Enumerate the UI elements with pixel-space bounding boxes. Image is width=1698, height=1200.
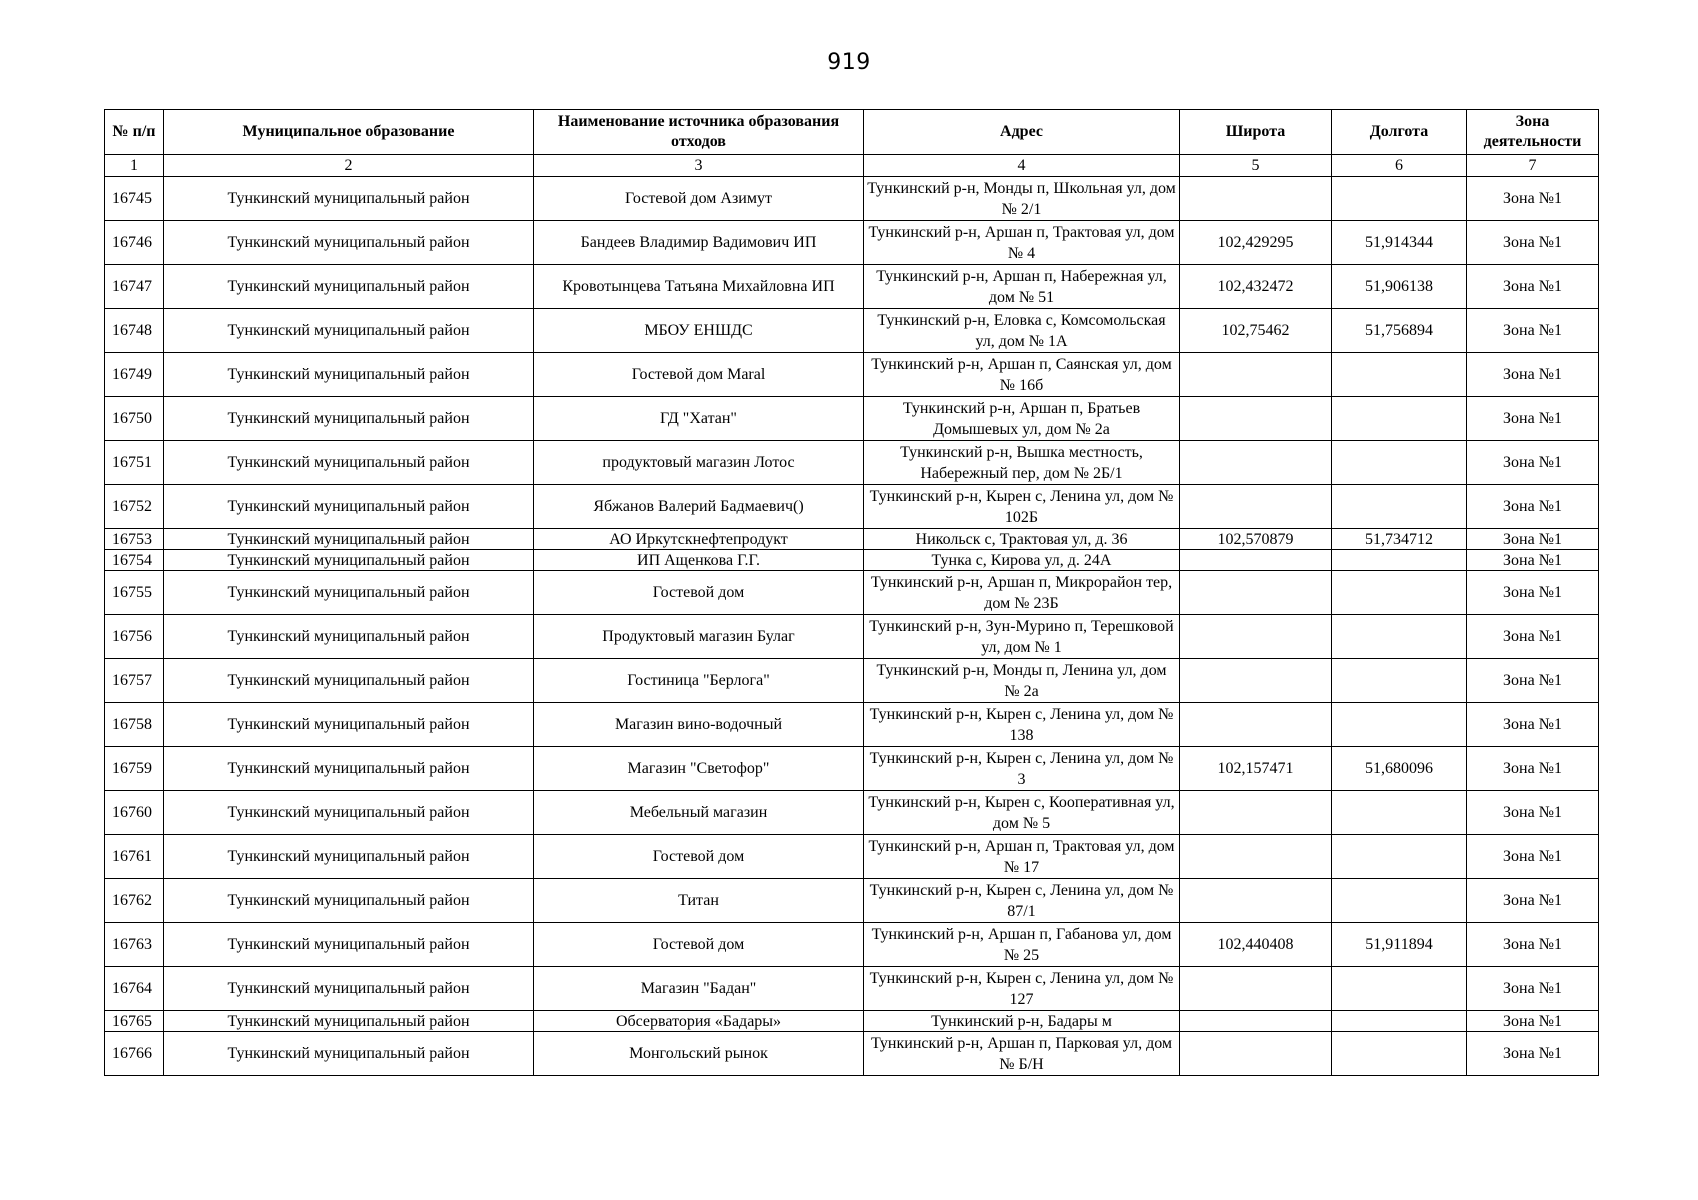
cell-source-name: Гостиница "Берлога" bbox=[534, 659, 864, 703]
cell-source-name: Обсерватория «Бадары» bbox=[534, 1011, 864, 1032]
cell-municipality: Тункинский муниципальный район bbox=[164, 1032, 534, 1076]
cell-latitude bbox=[1180, 397, 1332, 441]
cell-latitude bbox=[1180, 659, 1332, 703]
cell-source-name: Титан bbox=[534, 879, 864, 923]
table-row bbox=[105, 703, 1599, 747]
table-row bbox=[105, 550, 1599, 571]
cell-num: 16754 bbox=[105, 550, 164, 571]
cell-longitude: 51,756894 bbox=[1332, 309, 1467, 353]
cell-num: 16762 bbox=[105, 879, 164, 923]
header-cell-longitude: Долгота bbox=[1332, 110, 1467, 155]
cell-municipality: Тункинский муниципальный район bbox=[164, 177, 534, 221]
table-row bbox=[105, 923, 1599, 967]
table-row bbox=[105, 659, 1599, 703]
cell-zone: Зона №1 bbox=[1467, 571, 1599, 615]
table-row bbox=[105, 835, 1599, 879]
cell-latitude bbox=[1180, 1011, 1332, 1032]
cell-source-name: АО Иркутскнефтепродукт bbox=[534, 529, 864, 550]
cell-longitude bbox=[1332, 967, 1467, 1011]
cell-address: Никольск с, Трактовая ул, д. 36 bbox=[864, 529, 1180, 550]
cell-source-name: Магазин "Светофор" bbox=[534, 747, 864, 791]
cell-num: 16757 bbox=[105, 659, 164, 703]
table-row bbox=[105, 441, 1599, 485]
waste-sources-table bbox=[104, 109, 1599, 1076]
cell-latitude bbox=[1180, 835, 1332, 879]
cell-num: 16746 bbox=[105, 221, 164, 265]
cell-zone: Зона №1 bbox=[1467, 659, 1599, 703]
cell-zone: Зона №1 bbox=[1467, 529, 1599, 550]
table-row bbox=[105, 571, 1599, 615]
cell-address: Тункинский р-н, Кырен с, Кооперативная ул, дом № 5 bbox=[864, 791, 1180, 835]
cell-zone: Зона №1 bbox=[1467, 1011, 1599, 1032]
table-row bbox=[105, 747, 1599, 791]
cell-municipality: Тункинский муниципальный район bbox=[164, 529, 534, 550]
cell-municipality: Тункинский муниципальный район bbox=[164, 353, 534, 397]
cell-longitude bbox=[1332, 1032, 1467, 1076]
cell-address: Тункинский р-н, Аршан п, Саянская ул, дом № 16б bbox=[864, 353, 1180, 397]
cell-municipality: Тункинский муниципальный район bbox=[164, 615, 534, 659]
table-body bbox=[105, 177, 1599, 1076]
cell-longitude bbox=[1332, 791, 1467, 835]
cell-source-name: Мебельный магазин bbox=[534, 791, 864, 835]
cell-address: Тункинский р-н, Аршан п, Габанова ул, дом № 25 bbox=[864, 923, 1180, 967]
cell-zone: Зона №1 bbox=[1467, 791, 1599, 835]
cell-municipality: Тункинский муниципальный район bbox=[164, 747, 534, 791]
column-number: 7 bbox=[1467, 155, 1599, 177]
cell-zone: Зона №1 bbox=[1467, 550, 1599, 571]
table-row bbox=[105, 1011, 1599, 1032]
cell-latitude bbox=[1180, 1032, 1332, 1076]
cell-municipality: Тункинский муниципальный район bbox=[164, 1011, 534, 1032]
cell-zone: Зона №1 bbox=[1467, 309, 1599, 353]
cell-longitude bbox=[1332, 397, 1467, 441]
cell-source-name: Монгольский рынок bbox=[534, 1032, 864, 1076]
cell-longitude bbox=[1332, 703, 1467, 747]
cell-longitude bbox=[1332, 177, 1467, 221]
cell-source-name: Магазин вино-водочный bbox=[534, 703, 864, 747]
cell-latitude bbox=[1180, 485, 1332, 529]
cell-latitude bbox=[1180, 703, 1332, 747]
cell-latitude: 102,429295 bbox=[1180, 221, 1332, 265]
cell-longitude bbox=[1332, 571, 1467, 615]
cell-num: 16749 bbox=[105, 353, 164, 397]
header-cell-address: Адрес bbox=[864, 110, 1180, 155]
cell-longitude bbox=[1332, 615, 1467, 659]
cell-municipality: Тункинский муниципальный район bbox=[164, 221, 534, 265]
cell-longitude bbox=[1332, 441, 1467, 485]
cell-num: 16765 bbox=[105, 1011, 164, 1032]
cell-municipality: Тункинский муниципальный район bbox=[164, 550, 534, 571]
column-number: 6 bbox=[1332, 155, 1467, 177]
cell-address: Тункинский р-н, Монды п, Школьная ул, дом № 2/1 bbox=[864, 177, 1180, 221]
column-number-row bbox=[105, 155, 1599, 177]
cell-longitude bbox=[1332, 353, 1467, 397]
cell-municipality: Тункинский муниципальный район bbox=[164, 703, 534, 747]
cell-longitude: 51,911894 bbox=[1332, 923, 1467, 967]
cell-municipality: Тункинский муниципальный район bbox=[164, 485, 534, 529]
cell-address: Тункинский р-н, Кырен с, Ленина ул, дом № 138 bbox=[864, 703, 1180, 747]
cell-source-name: Гостевой дом bbox=[534, 923, 864, 967]
cell-source-name: Бандеев Владимир Вадимович ИП bbox=[534, 221, 864, 265]
cell-latitude bbox=[1180, 353, 1332, 397]
cell-latitude bbox=[1180, 571, 1332, 615]
cell-latitude bbox=[1180, 177, 1332, 221]
cell-latitude: 102,440408 bbox=[1180, 923, 1332, 967]
cell-zone: Зона №1 bbox=[1467, 747, 1599, 791]
cell-municipality: Тункинский муниципальный район bbox=[164, 397, 534, 441]
cell-municipality: Тункинский муниципальный район bbox=[164, 265, 534, 309]
cell-num: 16748 bbox=[105, 309, 164, 353]
cell-address: Тункинский р-н, Кырен с, Ленина ул, дом № 127 bbox=[864, 967, 1180, 1011]
cell-longitude bbox=[1332, 1011, 1467, 1032]
header-cell-municipality: Муниципальное образование bbox=[164, 110, 534, 155]
cell-source-name: ГД "Хатан" bbox=[534, 397, 864, 441]
cell-address: Тункинский р-н, Монды п, Ленина ул, дом № 2а bbox=[864, 659, 1180, 703]
column-number: 5 bbox=[1180, 155, 1332, 177]
cell-longitude bbox=[1332, 659, 1467, 703]
cell-zone: Зона №1 bbox=[1467, 265, 1599, 309]
cell-longitude: 51,734712 bbox=[1332, 529, 1467, 550]
cell-address: Тункинский р-н, Аршан п, Трактовая ул, дом № 4 bbox=[864, 221, 1180, 265]
cell-municipality: Тункинский муниципальный район bbox=[164, 791, 534, 835]
cell-num: 16764 bbox=[105, 967, 164, 1011]
cell-address: Тунка с, Кирова ул, д. 24А bbox=[864, 550, 1180, 571]
cell-source-name: Продуктовый магазин Булаг bbox=[534, 615, 864, 659]
cell-zone: Зона №1 bbox=[1467, 485, 1599, 529]
cell-source-name: Гостевой дом Maral bbox=[534, 353, 864, 397]
cell-zone: Зона №1 bbox=[1467, 397, 1599, 441]
table-row bbox=[105, 397, 1599, 441]
cell-num: 16759 bbox=[105, 747, 164, 791]
cell-address: Тункинский р-н, Аршан п, Микрорайон тер, дом № 23Б bbox=[864, 571, 1180, 615]
header-cell-source-name: Наименование источника образования отходов bbox=[534, 110, 864, 155]
cell-zone: Зона №1 bbox=[1467, 353, 1599, 397]
cell-zone: Зона №1 bbox=[1467, 221, 1599, 265]
table-row bbox=[105, 529, 1599, 550]
cell-num: 16761 bbox=[105, 835, 164, 879]
cell-longitude bbox=[1332, 835, 1467, 879]
cell-source-name: Гостевой дом bbox=[534, 571, 864, 615]
cell-latitude bbox=[1180, 615, 1332, 659]
cell-longitude: 51,680096 bbox=[1332, 747, 1467, 791]
cell-address: Тункинский р-н, Зун-Мурино п, Терешковой ул, дом № 1 bbox=[864, 615, 1180, 659]
header-cell-zone: Зона деятельности bbox=[1467, 110, 1599, 155]
header-row bbox=[105, 110, 1599, 155]
table-row bbox=[105, 791, 1599, 835]
cell-source-name: Кровотынцева Татьяна Михайловна ИП bbox=[534, 265, 864, 309]
cell-latitude bbox=[1180, 879, 1332, 923]
cell-num: 16758 bbox=[105, 703, 164, 747]
cell-address: Тункинский р-н, Аршан п, Парковая ул, дом № Б/Н bbox=[864, 1032, 1180, 1076]
cell-zone: Зона №1 bbox=[1467, 615, 1599, 659]
table-row bbox=[105, 221, 1599, 265]
cell-zone: Зона №1 bbox=[1467, 923, 1599, 967]
cell-num: 16760 bbox=[105, 791, 164, 835]
header-cell-num: № п/п bbox=[105, 110, 164, 155]
table-row bbox=[105, 485, 1599, 529]
cell-latitude bbox=[1180, 550, 1332, 571]
cell-address: Тункинский р-н, Бадары м bbox=[864, 1011, 1180, 1032]
cell-longitude bbox=[1332, 485, 1467, 529]
cell-latitude bbox=[1180, 967, 1332, 1011]
cell-longitude bbox=[1332, 879, 1467, 923]
cell-address: Тункинский р-н, Еловка с, Комсомольская ул, дом № 1А bbox=[864, 309, 1180, 353]
cell-zone: Зона №1 bbox=[1467, 967, 1599, 1011]
cell-municipality: Тункинский муниципальный район bbox=[164, 441, 534, 485]
column-number: 1 bbox=[105, 155, 164, 177]
column-number: 3 bbox=[534, 155, 864, 177]
cell-municipality: Тункинский муниципальный район bbox=[164, 571, 534, 615]
cell-address: Тункинский р-н, Аршан п, Братьев Домышевых ул, дом № 2а bbox=[864, 397, 1180, 441]
cell-latitude bbox=[1180, 791, 1332, 835]
cell-num: 16747 bbox=[105, 265, 164, 309]
table-row bbox=[105, 615, 1599, 659]
cell-municipality: Тункинский муниципальный район bbox=[164, 835, 534, 879]
table-row bbox=[105, 1032, 1599, 1076]
table-row bbox=[105, 177, 1599, 221]
cell-zone: Зона №1 bbox=[1467, 703, 1599, 747]
cell-address: Тункинский р-н, Аршан п, Набережная ул, дом № 51 bbox=[864, 265, 1180, 309]
cell-address: Тункинский р-н, Кырен с, Ленина ул, дом № 87/1 bbox=[864, 879, 1180, 923]
cell-num: 16756 bbox=[105, 615, 164, 659]
cell-longitude: 51,914344 bbox=[1332, 221, 1467, 265]
cell-source-name: Гостевой дом bbox=[534, 835, 864, 879]
cell-zone: Зона №1 bbox=[1467, 835, 1599, 879]
cell-zone: Зона №1 bbox=[1467, 1032, 1599, 1076]
cell-address: Тункинский р-н, Вышка местность, Набережный пер, дом № 2Б/1 bbox=[864, 441, 1180, 485]
cell-municipality: Тункинский муниципальный район bbox=[164, 967, 534, 1011]
table-row bbox=[105, 879, 1599, 923]
column-number: 2 bbox=[164, 155, 534, 177]
table-row bbox=[105, 265, 1599, 309]
cell-address: Тункинский р-н, Аршан п, Трактовая ул, дом № 17 bbox=[864, 835, 1180, 879]
cell-zone: Зона №1 bbox=[1467, 879, 1599, 923]
cell-latitude bbox=[1180, 441, 1332, 485]
cell-latitude: 102,432472 bbox=[1180, 265, 1332, 309]
cell-num: 16766 bbox=[105, 1032, 164, 1076]
cell-longitude: 51,906138 bbox=[1332, 265, 1467, 309]
column-number: 4 bbox=[864, 155, 1180, 177]
cell-address: Тункинский р-н, Кырен с, Ленина ул, дом № 3 bbox=[864, 747, 1180, 791]
cell-num: 16750 bbox=[105, 397, 164, 441]
cell-num: 16751 bbox=[105, 441, 164, 485]
table-row bbox=[105, 967, 1599, 1011]
cell-municipality: Тункинский муниципальный район bbox=[164, 309, 534, 353]
cell-longitude bbox=[1332, 550, 1467, 571]
cell-latitude: 102,157471 bbox=[1180, 747, 1332, 791]
table-row bbox=[105, 353, 1599, 397]
cell-latitude: 102,570879 bbox=[1180, 529, 1332, 550]
cell-source-name: Магазин "Бадан" bbox=[534, 967, 864, 1011]
cell-zone: Зона №1 bbox=[1467, 177, 1599, 221]
cell-source-name: Гостевой дом Азимут bbox=[534, 177, 864, 221]
cell-num: 16753 bbox=[105, 529, 164, 550]
cell-source-name: ИП Ащенкова Г.Г. bbox=[534, 550, 864, 571]
cell-num: 16755 bbox=[105, 571, 164, 615]
cell-municipality: Тункинский муниципальный район bbox=[164, 923, 534, 967]
cell-source-name: продуктовый магазин Лотос bbox=[534, 441, 864, 485]
cell-latitude: 102,75462 bbox=[1180, 309, 1332, 353]
header-cell-latitude: Широта bbox=[1180, 110, 1332, 155]
cell-address: Тункинский р-н, Кырен с, Ленина ул, дом № 102Б bbox=[864, 485, 1180, 529]
cell-municipality: Тункинский муниципальный район bbox=[164, 659, 534, 703]
cell-num: 16745 bbox=[105, 177, 164, 221]
cell-num: 16763 bbox=[105, 923, 164, 967]
cell-municipality: Тункинский муниципальный район bbox=[164, 879, 534, 923]
page-number: 919 bbox=[827, 50, 871, 75]
cell-num: 16752 bbox=[105, 485, 164, 529]
cell-source-name: Ябжанов Валерий Бадмаевич() bbox=[534, 485, 864, 529]
table-row bbox=[105, 309, 1599, 353]
cell-source-name: МБОУ ЕНШДС bbox=[534, 309, 864, 353]
cell-zone: Зона №1 bbox=[1467, 441, 1599, 485]
